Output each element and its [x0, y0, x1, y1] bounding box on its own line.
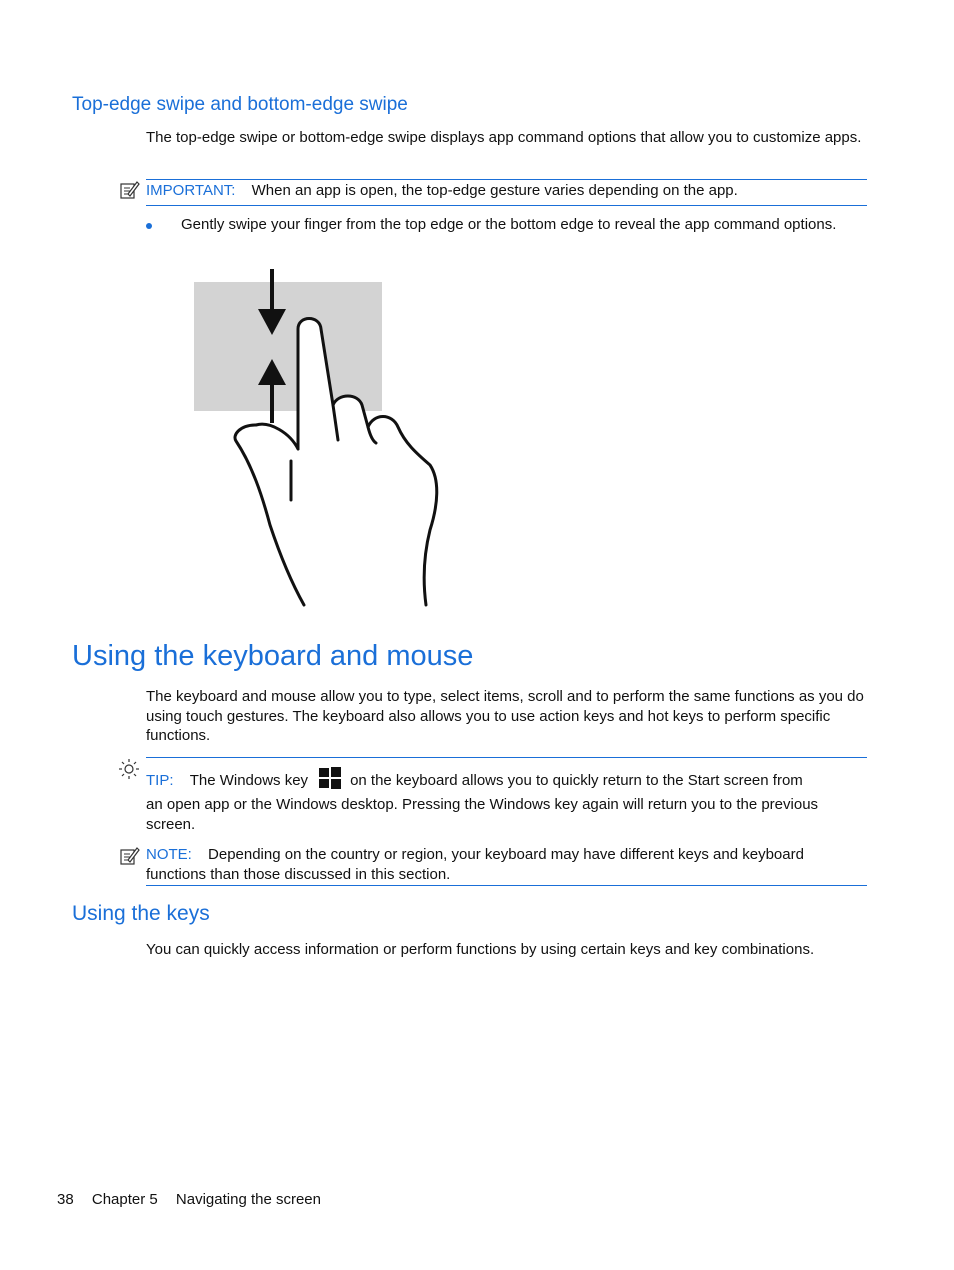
note-text: Depending on the country or region, your keyboard may have different keys and keyboard functions than those discussed in this section. [146, 846, 804, 883]
important-label: IMPORTANT: [146, 182, 236, 199]
tip-top-rule [146, 757, 867, 758]
swipe-intro-paragraph: The top-edge swipe or bottom-edge swipe displays app command options that allow you to customize apps. [146, 129, 862, 146]
swipe-gesture-illustration [190, 265, 450, 610]
page-footer [57, 1191, 335, 1208]
important-bottom-rule [146, 205, 867, 206]
note-label: NOTE: [146, 846, 192, 863]
footer-chapter-title: Navigating the screen [175, 1191, 321, 1208]
note-pencil-icon [119, 179, 141, 201]
windows-logo-icon [318, 766, 342, 790]
important-note [146, 181, 867, 201]
section-heading-keyboard-mouse: Using the keyboard and mouse [72, 640, 474, 672]
important-text: When an app is open, the top-edge gesture varies depending on the app. [251, 182, 738, 199]
note-bottom-rule [146, 885, 867, 886]
bullet-marker [146, 223, 152, 229]
important-top-rule [146, 179, 867, 180]
page-number: 38 [57, 1191, 74, 1208]
tip-text-after: on the keyboard allows you to quickly return to the Start screen from [350, 772, 803, 789]
lightbulb-icon [118, 758, 140, 780]
tip-text-continued: an open app or the Windows desktop. Pressing the Windows key again will return you to the previous screen. [146, 796, 819, 833]
tip-note [146, 766, 867, 791]
section-heading-swipe: Top-edge swipe and bottom-edge swipe [72, 94, 408, 115]
section-heading-keys: Using the keys [72, 902, 210, 925]
keys-intro-paragraph: You can quickly access information or perform functions by using certain keys and key combinations. [146, 941, 815, 958]
bullet-text: Gently swipe your finger from the top edge or the bottom edge to reveal the app command options. [181, 216, 837, 233]
tip-label: TIP: [146, 772, 174, 789]
touch-area [194, 282, 382, 411]
tip-text-before: The Windows key [189, 772, 309, 789]
keyboard-note [146, 845, 867, 884]
footer-chapter: Chapter 5 [91, 1191, 158, 1208]
note-pencil-icon [119, 845, 141, 867]
keyboard-intro-paragraph: The keyboard and mouse allow you to type, select items, scroll and to perform the same functions as you do using touch gestures. The keyboard also allows you to use action keys and hot keys to perform specific functions. [146, 688, 864, 744]
